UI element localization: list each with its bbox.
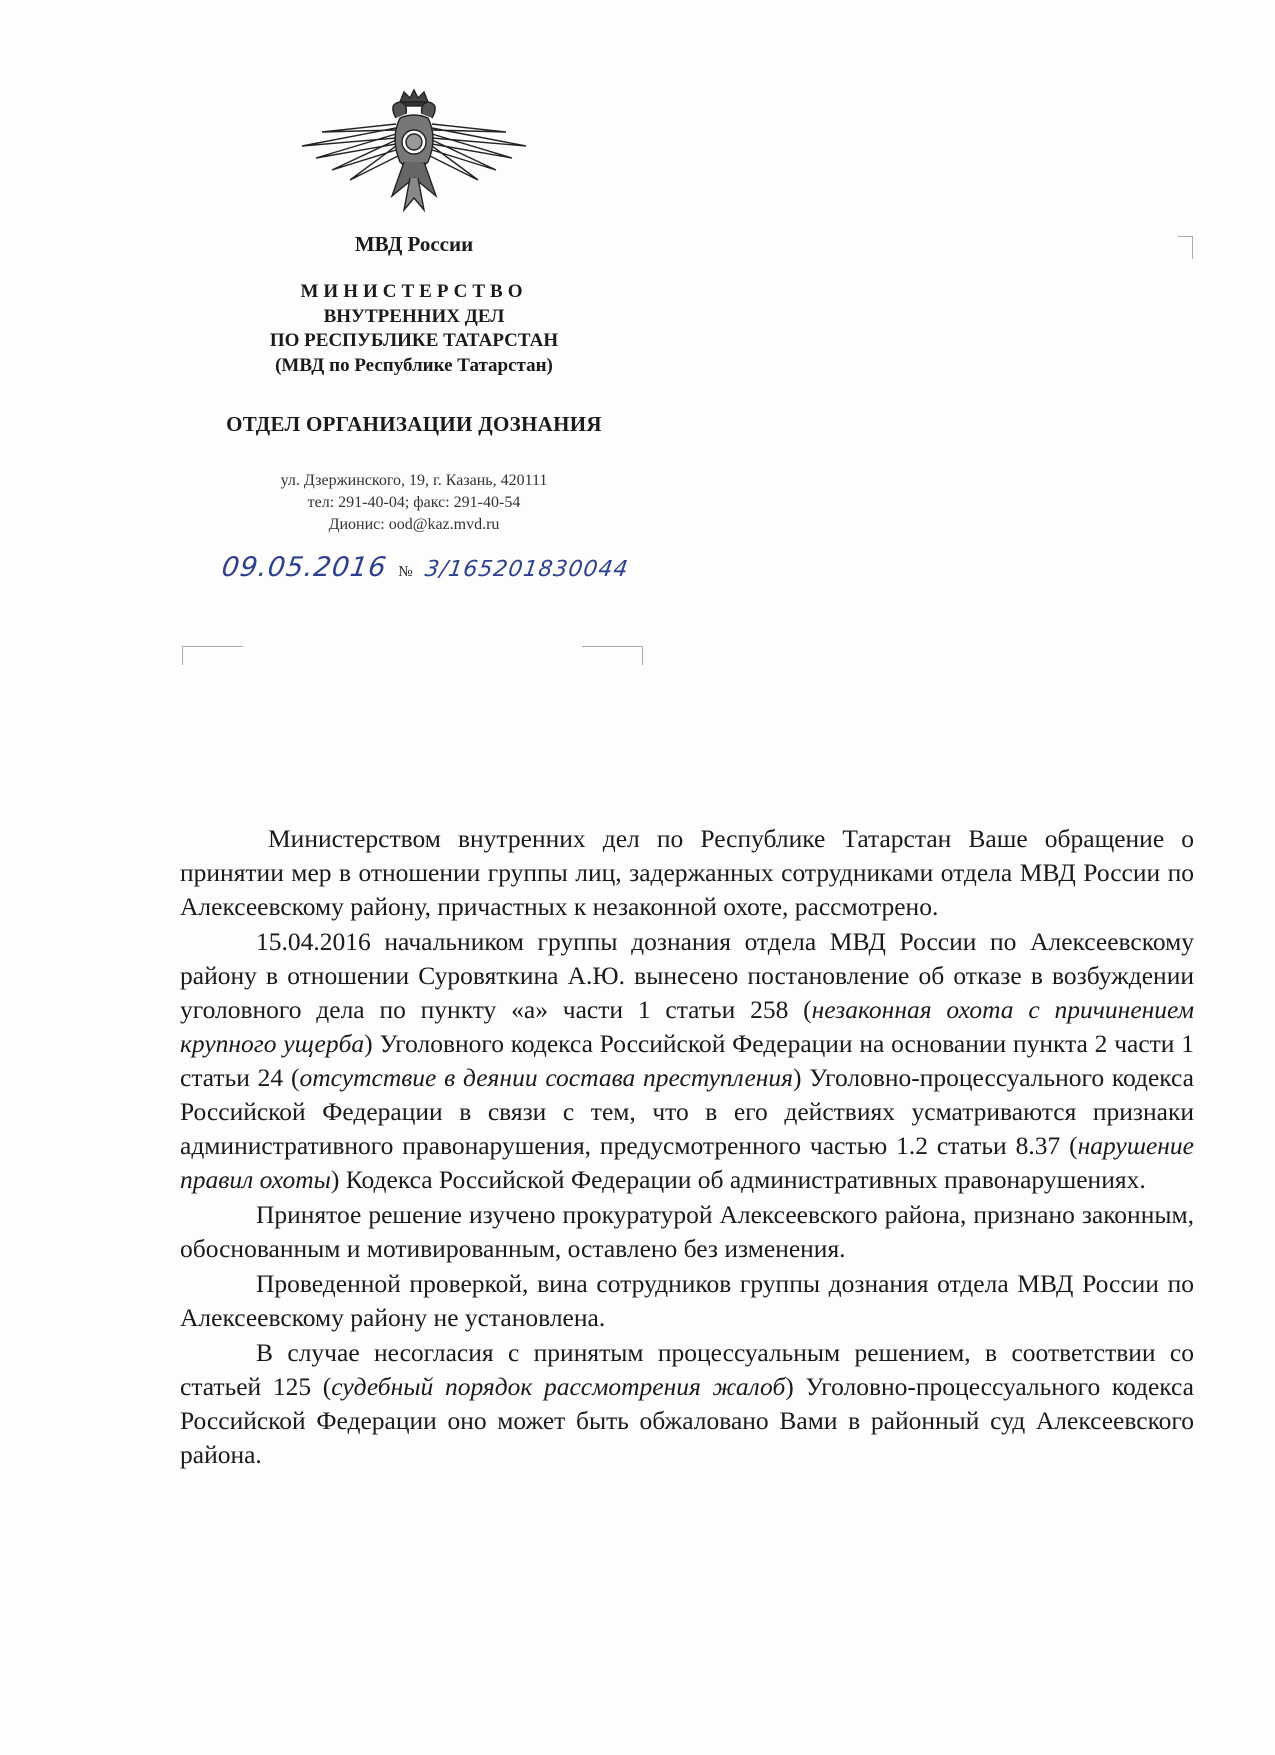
paragraph: Министерством внутренних дел по Республике Татарстан Ваше обращение о принятии мер в отношении группы лиц, задержанных сотрудниками отдела МВД России по Алексеевскому району, причастных к незаконной охоте, рассмотрено. xyxy=(180,824,1194,921)
paragraph: 15.04.2016 начальником группы дознания отдела МВД России по Алексеевскому району в отношении Суровяткина А.Ю. вынесено постановление об отказе в возбуждении уголовного дела по пункту «а» части 1 статьи 258 (незаконная охота с причинением крупного ущерба) Уголовного кодекса Российской Федерации на основании пункта 2 части 1 статьи 24 (отсутствие в деянии состава преступления) Уголовно-процессуального кодекса Российской Федерации в связи с тем, что в его действиях усматриваются признаки административного правонарушения, предусмотренного частью 1.2 статьи 8.37 (нарушение правил охоты) Кодекса Российской Федерации об административных правонарушениях. xyxy=(180,927,1194,1194)
ministry-name-line: ПО РЕСПУБЛИКЕ ТАТАРСТАН xyxy=(269,330,559,351)
ministry-abbreviation: (МВД по Республике Татарстан) xyxy=(275,355,553,376)
mvd-emblem-icon xyxy=(292,88,536,218)
paragraph: В случае несогласия с принятым процессуальным решением, в соответствии со статьей 125 (судебный порядок рассмотрения жалоб) Уголовно-процессуального кодекса Российской Федерации оно может быть обжаловано Вами в районный суд Алексеевского района. xyxy=(180,1338,1194,1469)
registration-line xyxy=(219,552,722,592)
paragraph: Проведенной проверкой, вина сотрудников группы дознания отдела МВД России по Алексеевскому району не установлена. xyxy=(180,1269,1194,1332)
phone-fax: тел: 291-40-04; факс: 291-40-54 xyxy=(307,494,521,511)
registration-number: 3/165201830044 xyxy=(423,557,631,582)
paragraph: Принятое решение изучено прокуратурой Алексеевского района, признано законным, обоснованным и мотивированным, оставлено без изменения. xyxy=(180,1200,1194,1263)
email: Дионис: ood@kaz.mvd.ru xyxy=(328,516,500,533)
addressee-corner-mark xyxy=(1178,236,1193,259)
address-field-corner-mark xyxy=(582,646,643,665)
letter-body xyxy=(180,822,1194,1472)
registration-date: 09.05.2016 xyxy=(219,552,389,583)
ministry-name-line: МИНИСТЕРСТВО xyxy=(300,281,528,302)
address-field-corner-mark xyxy=(182,646,243,665)
address: ул. Дзержинского, 19, г. Казань, 420111 xyxy=(280,472,548,489)
ministry-name-line: ВНУТРЕННИХ ДЕЛ xyxy=(323,306,505,327)
department-name: ОТДЕЛ ОРГАНИЗАЦИИ ДОЗНАНИЯ xyxy=(226,412,602,436)
agency-short-name: МВД России xyxy=(354,232,474,256)
number-sign: № xyxy=(398,564,414,580)
